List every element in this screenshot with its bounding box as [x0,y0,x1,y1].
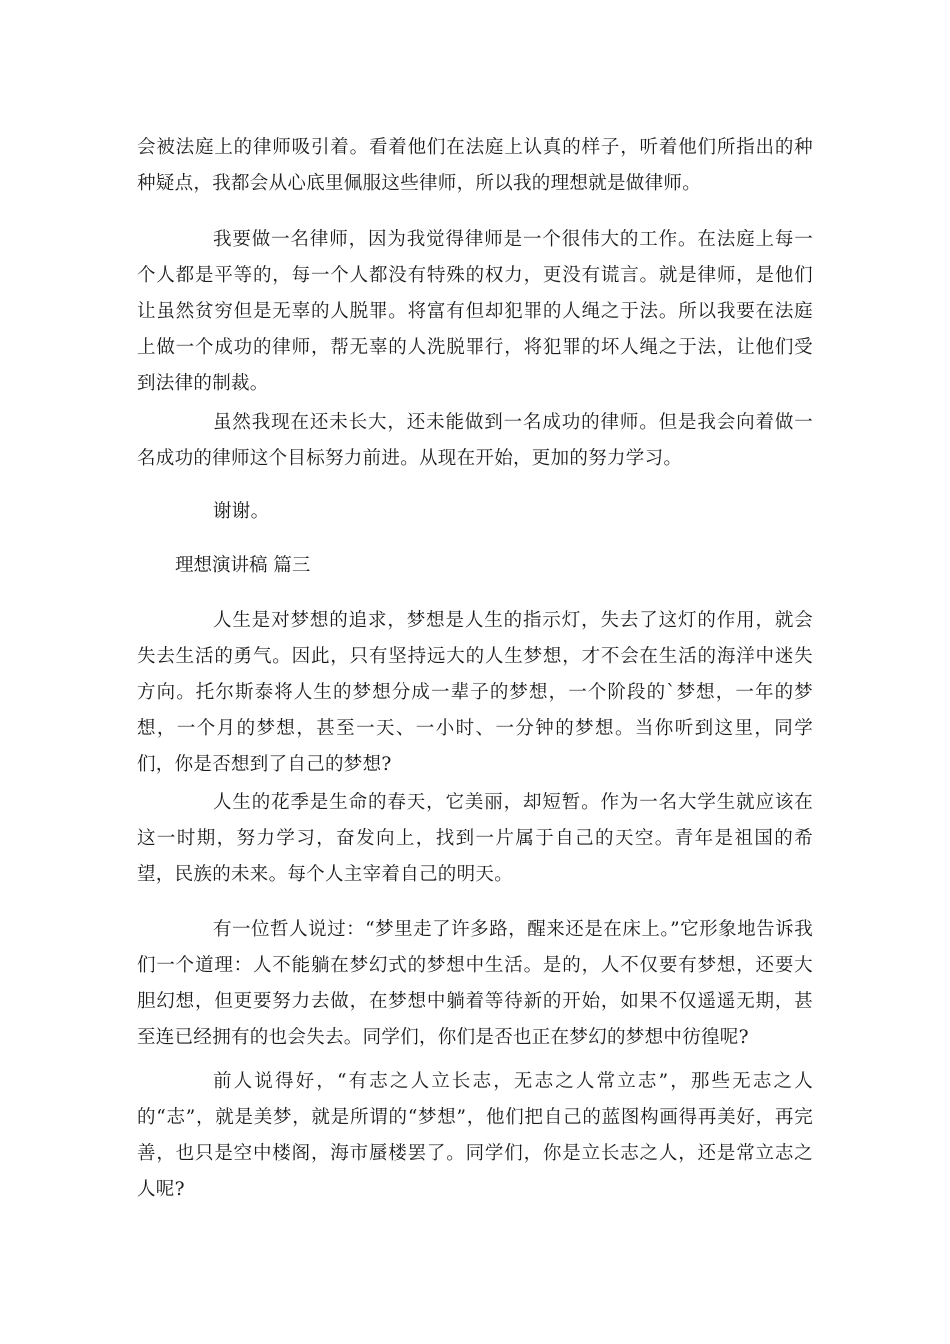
paragraph-thanks: 谢谢。 [213,501,270,522]
paragraph-lawyer-reason: 我要做一名律师，因为我觉得律师是一个很伟大的工作。在法庭上每一个人都是平等的，每一个人都没有特殊的权力，更没有谎言。就是律师，是他们让虽然贫穷但是无辜的人脱罪。将富有但却犯罪的人绳之于法。所以我要在法庭上做一个成功的律师，帮无辜的人洗脱罪行，将犯罪的坏人绳之于法，让他们受到法律的制裁。 [137,229,813,394]
paragraph-ambition: 前人说得好，“有志之人立长志，无志之人常立志”，那些无志之人的“志”，就是美梦，就是所谓的“梦想”，他们把自己的蓝图构画得再美好，再完善，也只是空中楼阁，海市蜃楼罢了。同学们，你是立长志之人，还是常立志之人呢? [137,1071,813,1200]
paragraph-lawyer-goal: 虽然我现在还未长大，还未能做到一名成功的律师。但是我会向着做一名成功的律师这个目标努力前进。从现在开始，更加的努力学习。 [137,412,813,469]
paragraph-dream-pursuit: 人生是对梦想的追求，梦想是人生的指示灯，失去了这灯的作用，就会失去生活的勇气。因此，只有坚持远大的人生梦想，才不会在生活的海洋中迷失方向。托尔斯泰将人生的梦想分成一辈子的梦想，一个阶段的`梦想，一年的梦想，一个月的梦想，甚至一天、一小时、一分钟的梦想。当你听到这里，同学们，你是否想到了自己的梦想? [137,610,813,775]
paragraph-youth-spring: 人生的花季是生命的春天，它美丽，却短暂。作为一名大学生就应该在这一时期，努力学习，奋发向上，找到一片属于自己的天空。青年是祖国的希望，民族的未来。每个人主宰着自己的明天。 [137,792,813,885]
section-heading: 理想演讲稿 篇三 [175,555,311,576]
paragraph-philosopher-quote: 有一位哲人说过：“梦里走了许多路，醒来还是在床上。”它形象地告诉我们一个道理：人不能躺在梦幻式的梦想中生活。是的，人不仅要有梦想，还要大胆幻想，但更要努力去做，在梦想中躺着等待新的开始，如果不仅遥遥无期，甚至连已经拥有的也会失去。同学们，你们是否也正在梦幻的梦想中彷徨呢? [137,919,813,1048]
paragraph-lawyer-attraction: 会被法庭上的律师吸引着。看着他们在法庭上认真的样子，听着他们所指出的种种疑点，我都会从心底里佩服这些律师，所以我的理想就是做律师。 [137,137,813,194]
